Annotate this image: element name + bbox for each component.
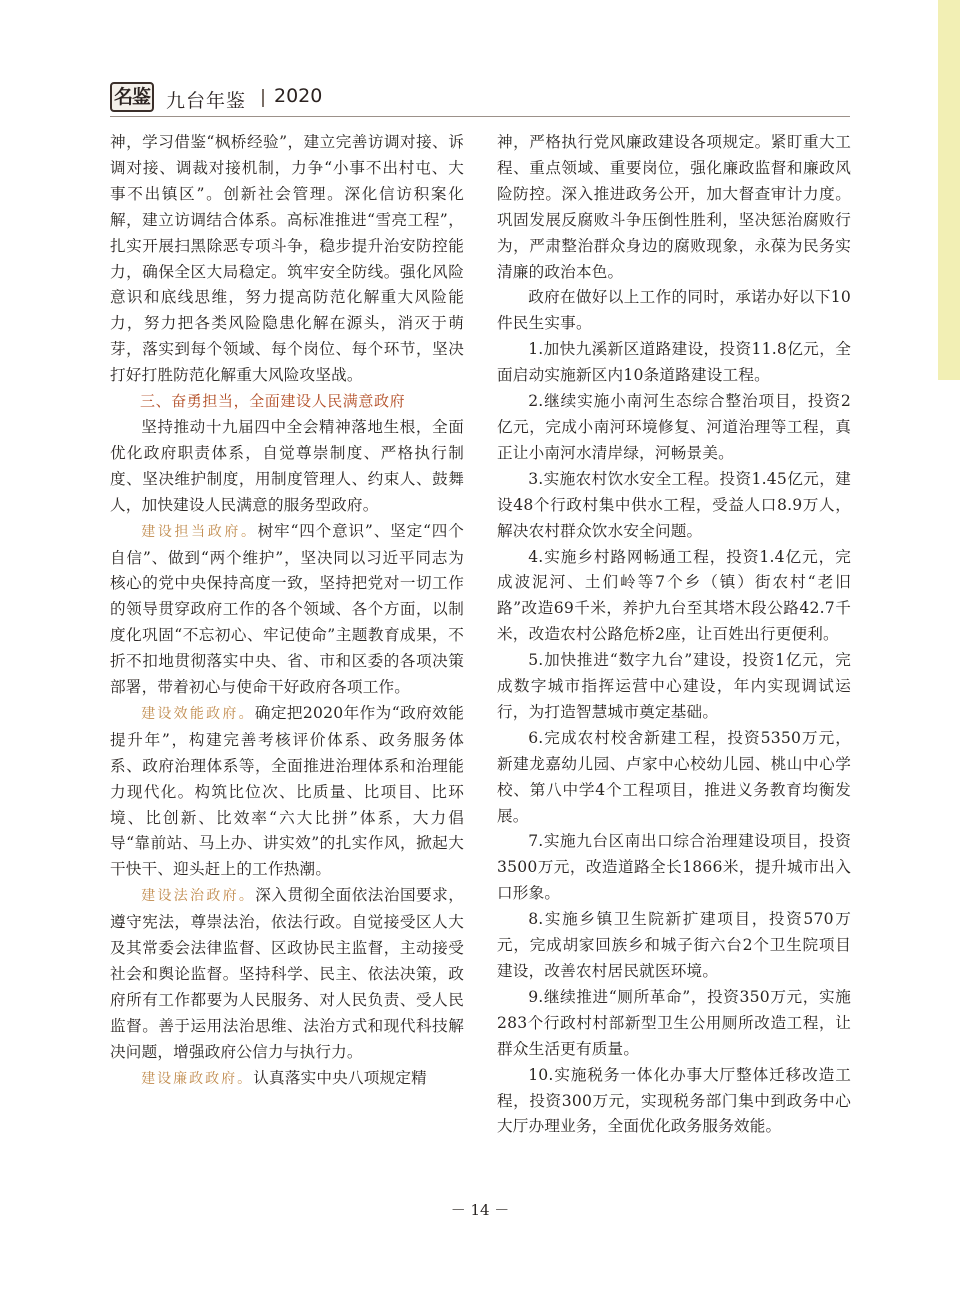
list-item: 3.实施农村饮水安全工程。投资1.45亿元，建设48个行政村集中供水工程，受益人口8.9万人，解决农村群众饮水安全问题。 — [497, 469, 851, 540]
keyword-lead: 建设廉政政府。 — [141, 1070, 254, 1087]
list-item: 4.实施乡村路网畅通工程，投资1.4亿元，完成波泥河、土们岭等7个乡（镇）街农村“老旧路”改造69千米，养护九台至其塔木段公路42.7千米，改造农村公路危桥2座，让百姓出行更便利。 — [497, 547, 851, 644]
paragraph: 坚持推动十九届四中全会精神落地生根，全面优化政府职责体系，自觉尊崇制度、严格执行制度、坚决维护制度，用制度管理人、约束人、鼓舞人，加快建设人民满意的服务型政府。 — [110, 417, 464, 514]
side-color-tab — [938, 0, 960, 380]
yearbook-logo: 名鉴 — [110, 82, 154, 112]
list-item: 8.实施乡镇卫生院新扩建项目，投资570万元，完成胡家回族乡和城子街六台2个卫生院项目建设，改善农村居民就医环境。 — [497, 910, 851, 980]
header-divider — [262, 89, 264, 107]
list-item: 10.实施税务一体化办事大厅整体迁移改造工程，投资300万元，实现税务部门集中到政务中心大厅办理业务，全面优化政务服务效能。 — [497, 1065, 851, 1136]
paragraph-text: 确定把2020年作为“政府效能提升年”，构建完善考核评价体系、政务服务体系、政府治理体系等，全面推进治理体系和治理能力现代化。构筑比位次、比质量、比项目、比环境、比创新、比效率“六大比拼”体系，大力倡导“靠前站、马上办、讲实效”的扎实作风，掀起大干快干、迎头赶上的工作热潮。 — [110, 703, 464, 879]
section-heading: 三、奋勇担当，全面建设人民满意政府 — [140, 392, 406, 411]
paragraph — [110, 1066, 464, 1093]
list-item: 7.实施九台区南出口综合治理建设项目，投资3500万元，改造道路全长1866米，提升城市出入口形象。 — [497, 832, 851, 903]
list-item: 9.继续推进“厕所革命”，投资350万元，实施283个行政村村部新型卫生公用厕所改造工程，让群众生活更有质量。 — [497, 987, 851, 1058]
paragraph-text: 深入贯彻全面依法治国要求，遵守宪法，尊崇法治，依法行政。自觉接受区人大及其常委会法律监督、区政协民主监督，主动接受社会和舆论监督。坚持科学、民主、依法决策，政府所有工作都要为人民服务、对人民负责、受人民监督。善于运用法治思维、法治方式和现代科技解决问题，增强政府公信力与执行力。 — [110, 886, 465, 1061]
running-title: 九台年鉴 — [166, 90, 247, 112]
right-column — [497, 130, 851, 1140]
keyword-lead: 建设效能政府。 — [141, 705, 255, 722]
paragraph-text: 树牢“四个意识”、坚定“四个自信”、做到“两个维护”，坚决同以习近平同志为核心的党中央保持高度一致，坚持把党对一切工作的领导贯穿政府工作的各个领域、各个方面，以制度化巩固“不忘初心、牢记使命”主题教育成果，不折不扣地贯彻落实中央、省、市和区委的各项决策部署，带着初心与使命干好政府各项工作。 — [110, 521, 465, 697]
header-rule — [110, 116, 850, 117]
paragraph: 政府在做好以上工作的同时，承诺办好以下10件民生实事。 — [497, 288, 851, 333]
list-item: 1.加快九溪新区道路建设，投资11.8亿元，全面启动实施新区内10条道路建设工程。 — [497, 340, 851, 385]
left-column — [110, 130, 464, 1093]
list-item: 5.加快推进“数字九台”建设，投资1亿元，完成数字城市指挥运营中心建设，年内实现调试运行，为打造智慧城市奠定基础。 — [497, 651, 851, 721]
keyword-lead: 建设法治政府。 — [141, 888, 256, 905]
list-item: 2.继续实施小南河生态综合整治项目，投资2亿元，完成小南河环境修复、河道治理等工程，真正让小南河水清岸绿，河畅景美。 — [497, 392, 851, 462]
paragraph — [110, 519, 464, 701]
running-year: 2020 — [274, 85, 323, 107]
paragraph: 神，严格执行党风廉政建设各项规定。紧盯重大工程、重点领域、重要岗位，强化廉政监督和廉政风险防控。深入推进政务公开，加大督查审计力度。巩固发展反腐败斗争压倒性胜利，坚决惩治腐败行为，严肃整治群众身边的腐败现象，永葆为民务实清廉的政治本色。 — [497, 133, 851, 281]
paragraph — [110, 701, 464, 883]
paragraph-text: 认真落实中央八项规定精 — [253, 1068, 427, 1087]
paragraph: 神，学习借鉴“枫桥经验”，建立完善访调对接、诉调对接、调裁对接机制，力争“小事不出村屯、大事不出镇区”。创新社会管理。深化信访积案化解，建立访调结合体系。高标准推进“雪亮工程”，扎实开展扫黑除恶专项斗争，稳步提升治安防控能力，确保全区大局稳定。筑牢安全防线。强化风险意识和底线思维，努力提高防范化解重大风险能力，努力把各类风险隐患化解在源头，消灭于萌芽，落实到每个领域、每个岗位、每个环节，坚决打好打胜防范化解重大风险攻坚战。 — [110, 133, 464, 385]
paragraph — [110, 883, 464, 1065]
page-number: － 14 － — [450, 1201, 510, 1219]
keyword-lead: 建设担当政府。 — [141, 523, 258, 540]
running-header — [110, 80, 850, 116]
list-item: 6.完成农村校舍新建工程，投资5350万元，新建龙嘉幼儿园、卢家中心校幼儿园、桃山中心学校、第八中学4个工程项目，推进义务教育均衡发展。 — [497, 728, 851, 825]
